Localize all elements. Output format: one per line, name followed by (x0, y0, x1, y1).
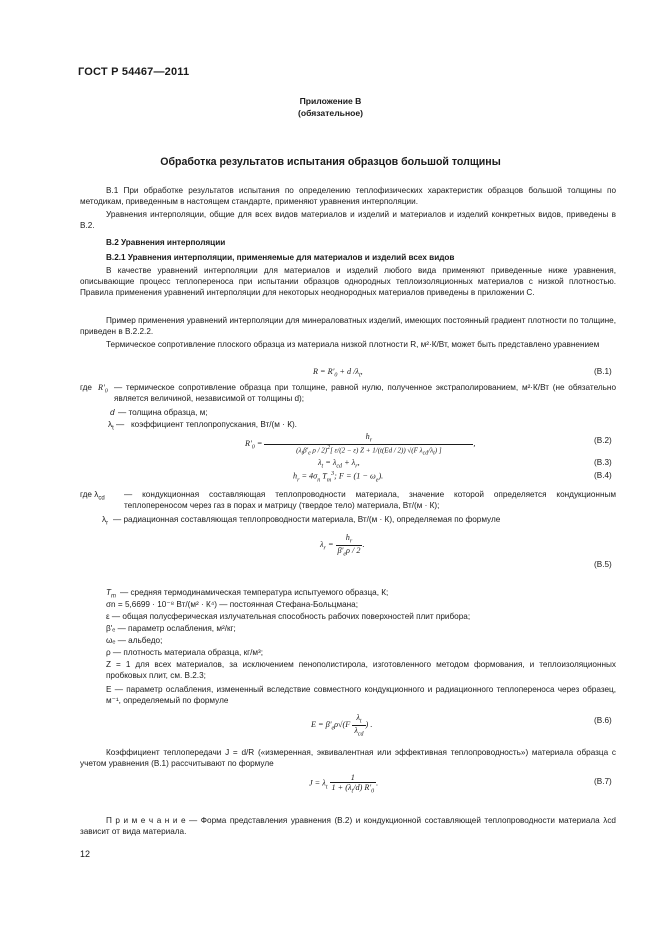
definition-rho: ρ — плотность материала образца, кг/м³; (106, 648, 264, 657)
definition-beta: β'ₑ — параметр ослабления, м²/кг; (106, 624, 236, 633)
definition-lambda-t: коэффициент теплопропускания, Вт/(м · К). (131, 420, 297, 429)
equation-number-b4: (В.4) (594, 471, 612, 480)
equation-number-b6: (В.6) (594, 716, 612, 725)
equation-number-b7: (В.7) (594, 777, 612, 786)
heading-b21: В.2.1 Уравнения интерполяции, применяемые для материалов и изделий всех видов (106, 253, 455, 262)
equation-number-b5: (В.5) (594, 560, 612, 569)
paragraph-b21-p1: В качестве уравнений интерполяции для материалов и изделий любого вида применяют приведенные ниже уравнения, описывающие процесс теплопереноса при испытании образцов однородных теплоизоляционных материалов с низкой плотностью. Правила применения уравнений интерполяции для некоторых неоднородных материалов приведены в приложении С. (80, 266, 616, 298)
heading-b2: В.2 Уравнения интерполяции (106, 238, 226, 247)
where-label: где (80, 383, 92, 392)
symbol-R0: $R'_0$ (98, 383, 108, 395)
appendix-status: (обязательное) (297, 108, 364, 118)
equation-b7: $J = \lambda_t$ $\frac{1}{1 + (\lambda_t/d) R'_0}$ . (309, 773, 379, 795)
equation-b4: $h_r = 4\sigma_n$ $T_m^3$; $F = (1 - \omega_e)$. (293, 471, 384, 484)
equation-number-b3: (В.3) (594, 458, 612, 467)
paragraph-b1-cont: Уравнения интерполяции, общие для всех видов материалов и изделий и материалов и изделий конкретных видов, приведены в В.2. (80, 210, 616, 231)
definition-lambda-r: — радиационная составляющая теплопроводности материала, Вт/(м · К), определяемая по формуле (113, 515, 501, 524)
definition-Z: Z = 1 для всех материалов, за исключением пенополистирола, изготовленного методом формования, и теплоизоляционных пробковых плит, см. В.2.3; (106, 660, 616, 681)
appendix-title: Приложение В (299, 96, 362, 106)
definition-lambda-cd: — кондукционная составляющая теплопроводности материала, значение которой определяется кондукционным теплопереносом через газ в порах и матрицу (твердое тело) материала, Вт/(м · К); (124, 490, 616, 511)
note: П р и м е ч а н и е — Форма представления уравнения (В.2) и кондукционной составляющей теплопроводности материала λcd зависит от вида материала. (80, 816, 616, 837)
definition-epsilon: ε — общая полусферическая излучательная способность рабочих поверхностей плит прибора; (106, 612, 471, 621)
definition-d: — толщина образца, м; (118, 408, 208, 417)
definition-Tm: — средняя термодинамическая температура испытуемого образца, К; (120, 588, 389, 597)
definition-R0: — термическое сопротивление образца при толщине, равной нулю, полученное экстраполированием, м²·К/Вт (не обязательно является величиной, независимой от толщины d); (114, 383, 616, 404)
equation-b2: $R'_0$ = $\frac{h_r}{(\lambda_t\beta'_e \rho / 2)^2[ \varepsilon/(2 - \varepsilon) Z + 1/(t(Ed / 2)) √(F \lambda_{cd}/\lambda_t) ]}$ , (245, 432, 476, 457)
paragraph-b21-p3: Термическое сопротивление плоского образца из материала низкой плотности R, м²·К/Вт, может быть представлено уравнением (106, 340, 600, 349)
equation-b1: $R = R'_0 + d$ $/\lambda_t$, (313, 367, 363, 379)
definition-sigma: σn = 5,6699 · 10⁻⁸ Вт/(м² · К⁴) — постоянная Стефана-Больцмана; (106, 600, 358, 609)
symbol-d: d (110, 408, 115, 417)
symbol-lambda-t: $\lambda_t$ — (108, 420, 125, 432)
equation-number-b2: (В.2) (594, 436, 612, 445)
symbol-lambda-cd: где $\lambda_{cd}$ (80, 490, 105, 502)
section-title: Обработка результатов испытания образцов большой толщины (160, 156, 501, 168)
equation-b6: $E = \beta'_e\rho√(F$ $\frac{\lambda_t}{\lambda_{cd}}$ ) . (311, 713, 373, 738)
definition-omega: ωₑ — альбедо; (106, 636, 163, 645)
definition-E: E — параметр ослабления, измененный вследствие совместного кондукционного и радиационного теплопереноса через образец, м⁻¹, определяемый по формуле (106, 685, 616, 706)
paragraph-b21-p2: Пример применения уравнений интерполяции для минераловатных изделий, имеющих постоянный градиент плотности по толщине, приведен в В.2.2.2. (80, 316, 616, 337)
equation-b5: $\lambda_r$ = $\frac{h_r}{\beta'_e\rho / 2}$ . (320, 533, 365, 558)
page-number: 12 (80, 849, 91, 859)
symbol-lambda-r: $\lambda_r$ (102, 515, 109, 527)
paragraph-b1: В.1 При обработке результатов испытания по определению теплофизических характеристик образцов большой толщины по методикам, приведенным в настоящем стандарте, применяют уравнения интерполяции. (80, 186, 616, 207)
paragraph-coefficient: Коэффициент теплопередачи J = d/R («измеренная, эквивалентная или эффективная теплопроводность») материала образца с учетом уравнения (В.1) рассчитывают по формуле (80, 748, 616, 769)
equation-b3: $\lambda_t = \lambda_{cd} + \lambda_r$, (318, 458, 360, 470)
standard-code: ГОСТ Р 54467—2011 (78, 66, 190, 78)
symbol-Tm: $T_m$ (106, 588, 117, 600)
equation-number-b1: (В.1) (594, 367, 612, 376)
